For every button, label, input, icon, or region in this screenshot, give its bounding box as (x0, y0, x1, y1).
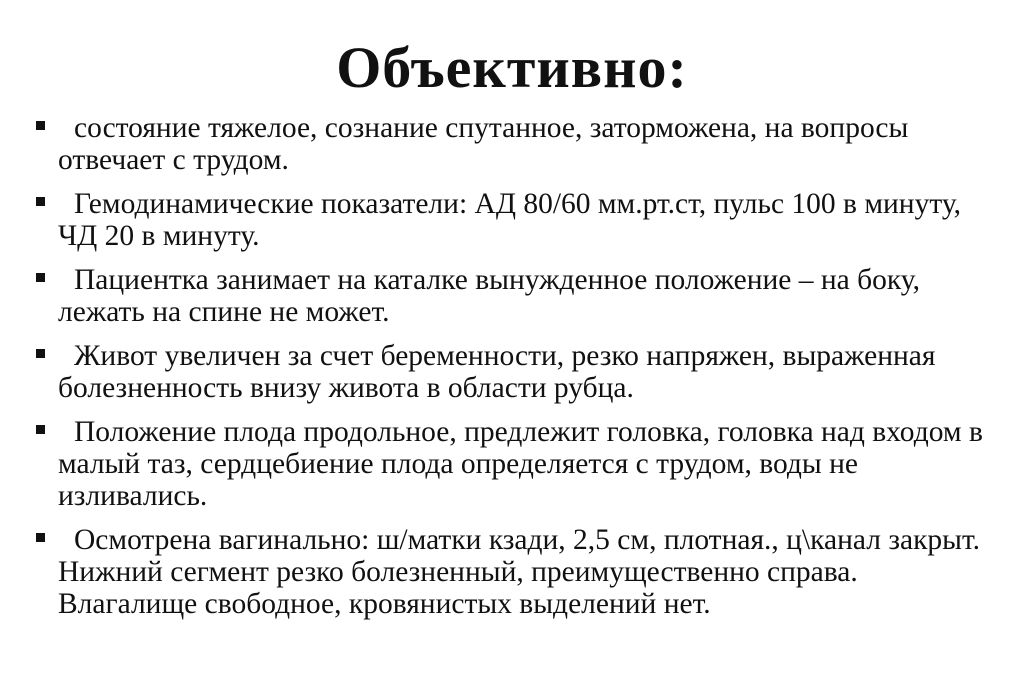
bullet-item (58, 264, 988, 328)
square-bullet-icon (36, 425, 45, 434)
bullet-text: Живот увеличен за счет беременности, резко напряжен, выраженная болезненность внизу живота в области рубца. (58, 340, 936, 404)
bullet-text: Положение плода продольное, предлежит головка, головка над входом в малый таз, сердцебиение плода определяется с трудом, воды не изливались. (58, 416, 983, 512)
square-bullet-icon (36, 273, 45, 282)
square-bullet-icon (36, 197, 45, 206)
bullet-item (58, 340, 988, 404)
bullet-item (58, 416, 988, 512)
bullet-item (58, 112, 988, 176)
square-bullet-icon (36, 533, 45, 542)
bullet-text: Осмотрена вагинально: ш/матки кзади, 2,5 см, плотная., ц\канал закрыт. Нижний сегмент резко болезненный, преимущественно справа. Влагалище свободное, кровянистых выделений нет. (58, 524, 981, 620)
slide-title: Объективно: (336, 35, 688, 100)
bullet-text: состояние тяжелое, сознание спутанное, заторможена, на вопросы отвечает с трудом. (58, 112, 909, 176)
bullet-item (58, 524, 988, 620)
bullet-item (58, 188, 988, 252)
square-bullet-icon (36, 121, 45, 130)
bullet-list (58, 112, 988, 632)
bullet-text: Гемодинамические показатели: АД 80/60 мм.рт.ст, пульс 100 в минуту, ЧД 20 в минуту. (58, 188, 962, 252)
square-bullet-icon (36, 349, 45, 358)
bullet-text: Пациентка занимает на каталке вынужденное положение – на боку, лежать на спине не может. (58, 264, 920, 328)
